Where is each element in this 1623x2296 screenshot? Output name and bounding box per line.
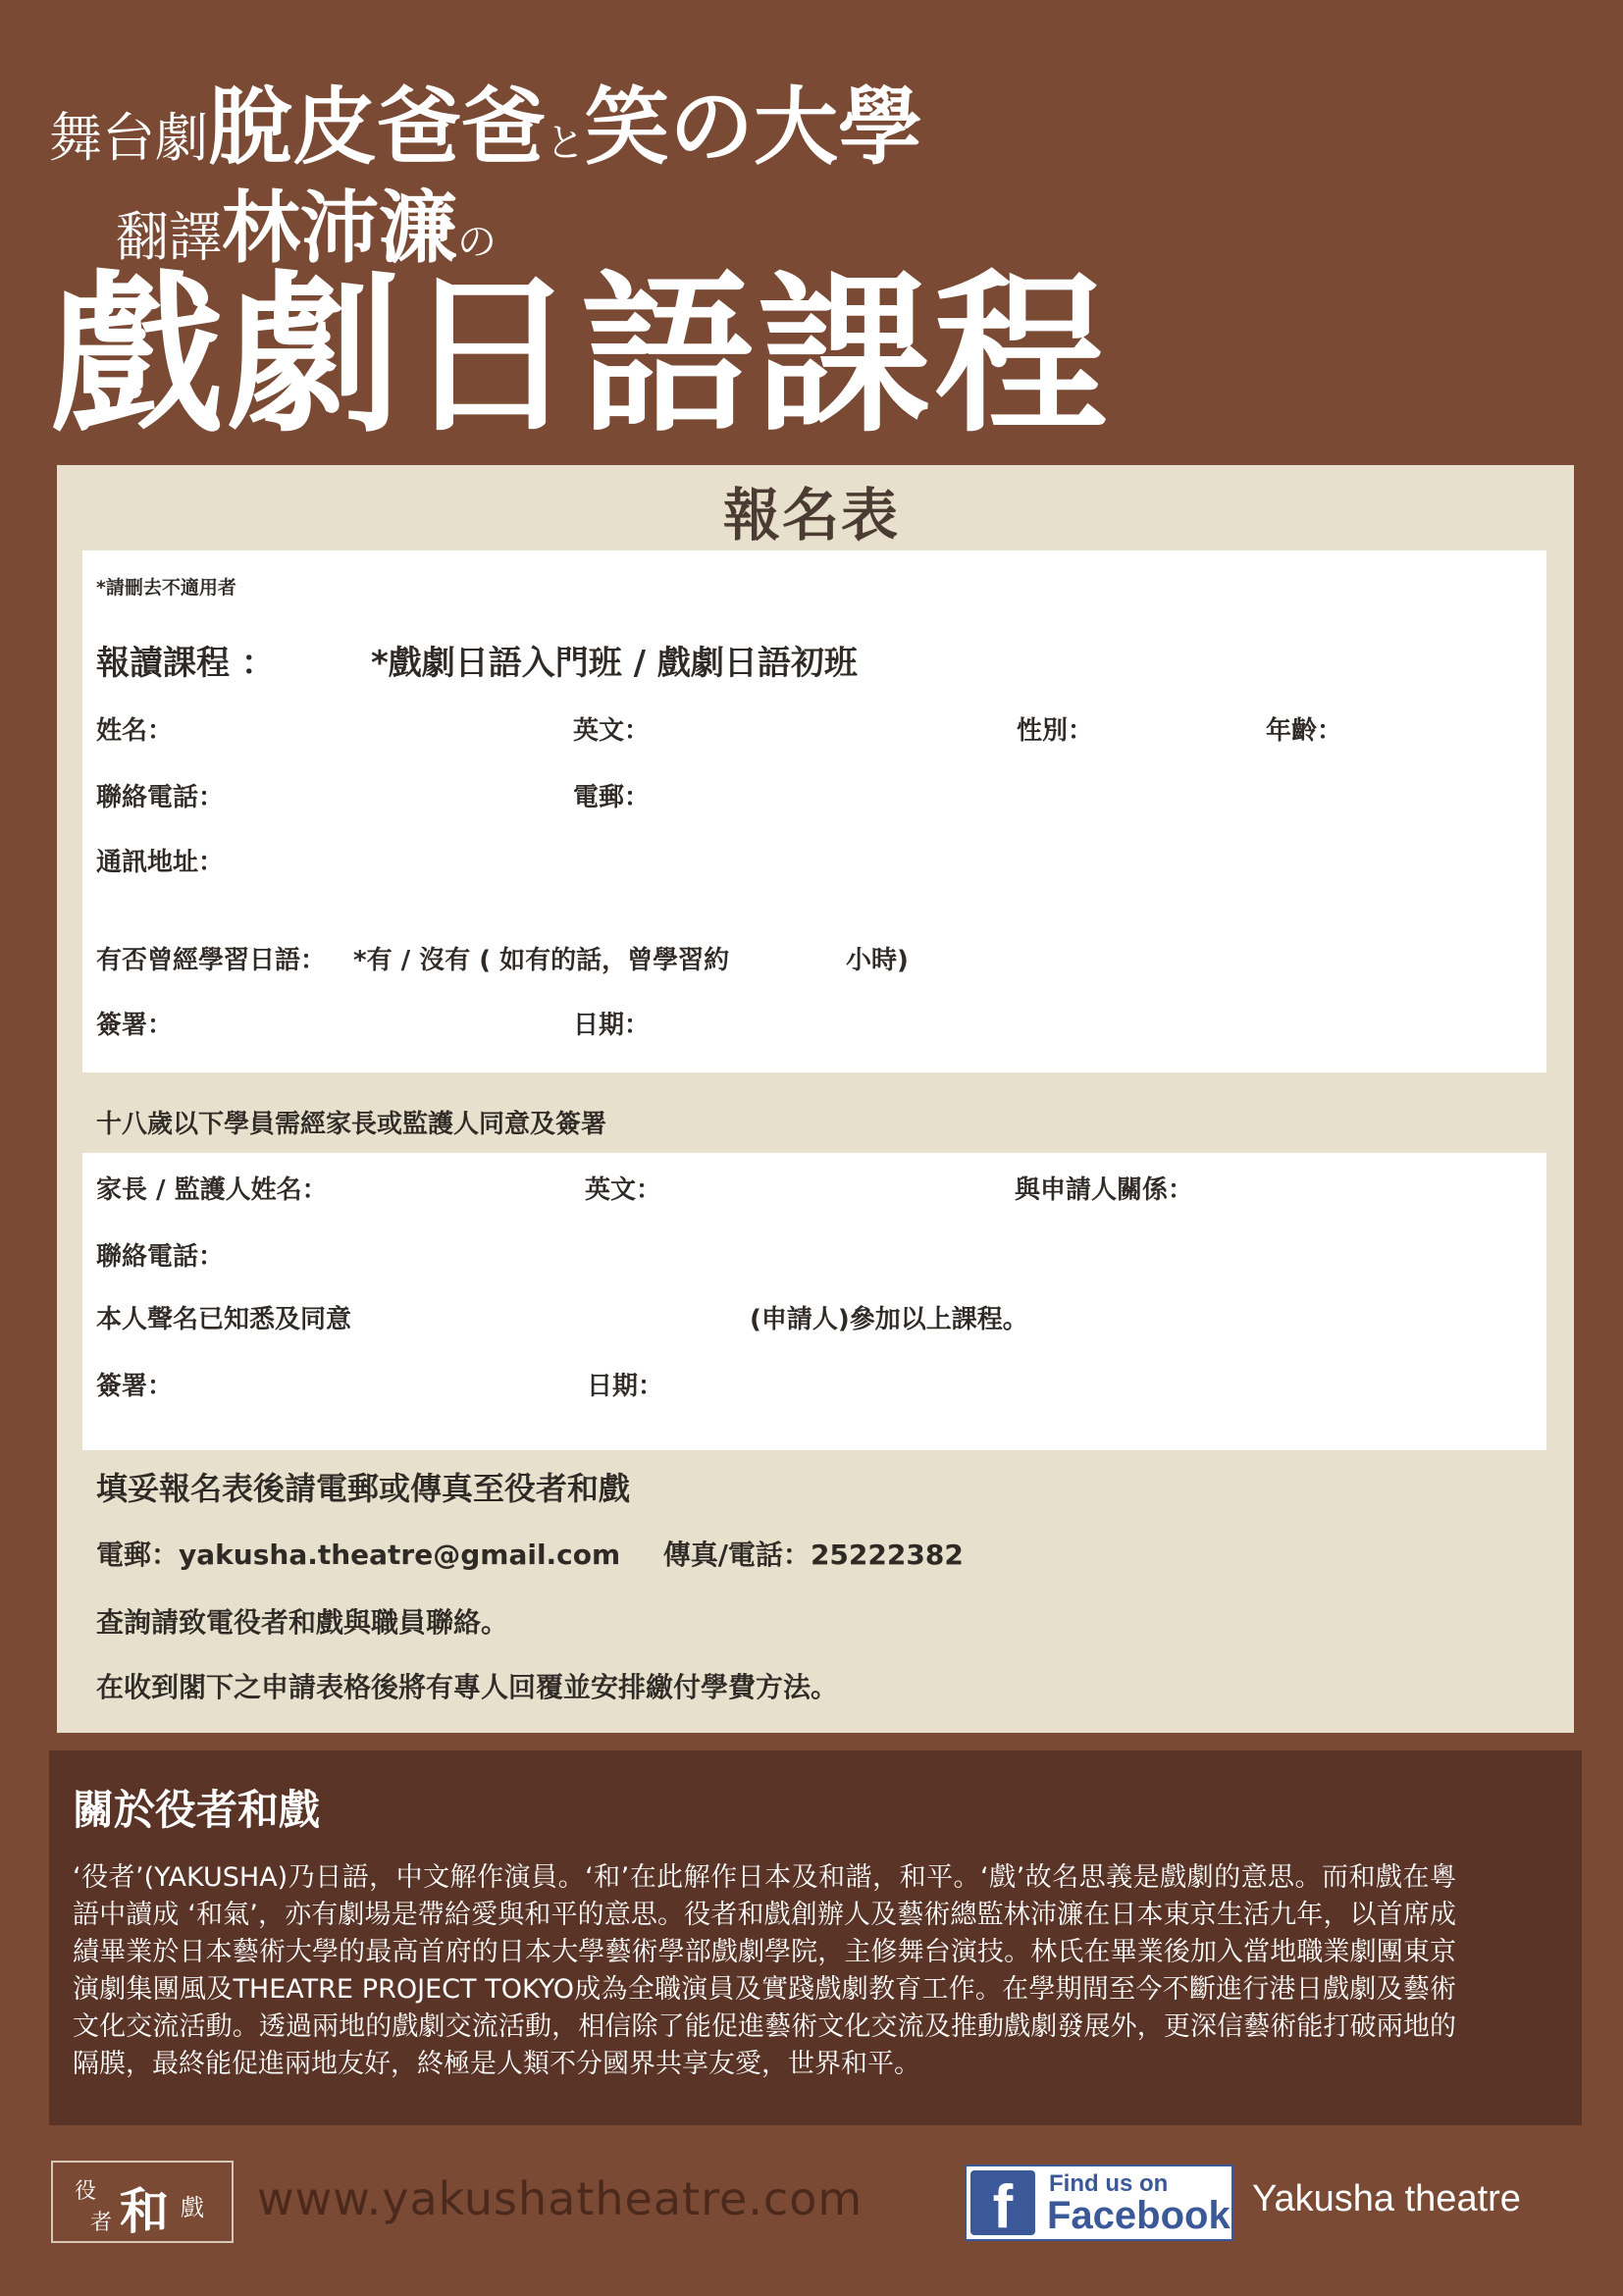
submit-heading: 填妥報名表後請電郵或傳真至役者和戲 <box>96 1470 631 1507</box>
header-translator-name: 林沛濂 <box>222 183 457 274</box>
page-title: 戲劇日語課程 <box>51 255 1112 456</box>
gender-field[interactable]: 性別： <box>1017 716 1094 746</box>
logo-char-1: 役 <box>75 2179 97 2204</box>
signature-field[interactable]: 簽署： <box>96 1011 174 1040</box>
date-field[interactable]: 日期： <box>573 1011 651 1040</box>
guardian-name-field[interactable]: 家長 / 監護人姓名： <box>96 1175 328 1205</box>
header-play-title-1: 脫皮爸爸 <box>208 78 546 177</box>
guardian-english-field[interactable]: 英文： <box>585 1175 662 1205</box>
yakusha-logo <box>51 2161 234 2243</box>
guardian-signature-field[interactable]: 簽署： <box>96 1372 174 1401</box>
consent-text-right: (申請人)參加以上課程。 <box>750 1305 1028 1334</box>
phone-field[interactable]: 聯絡電話： <box>96 783 225 812</box>
studied-japanese-label: 有否曾經學習日語： <box>96 946 327 975</box>
facebook-name: Facebook <box>1047 2194 1230 2237</box>
contact-email-label: 電郵： <box>96 1539 180 1571</box>
facebook-icon: f <box>970 2170 1035 2235</box>
contact-line <box>96 1534 964 1573</box>
address-field[interactable]: 通訊地址： <box>96 848 225 877</box>
about-title: 關於役者和戲 <box>73 1786 321 1834</box>
form-note: *請刪去不適用者 <box>96 577 236 599</box>
relationship-field[interactable]: 與申請人關係： <box>1015 1175 1194 1205</box>
contact-email[interactable]: yakusha.theatre@gmail.com <box>179 1539 621 1571</box>
applicant-section <box>82 550 1546 1072</box>
header-play-title-2: 笑の大學 <box>585 78 922 177</box>
course-label: 報讀課程 ： <box>96 644 275 683</box>
consent-text-left: 本人聲名已知悉及同意 <box>96 1305 352 1334</box>
hours-field[interactable]: 小時) <box>846 946 909 975</box>
facebook-page-name: Yakusha theatre <box>1252 2178 1521 2219</box>
logo-char-3: 和 <box>120 2182 169 2240</box>
guardian-date-field[interactable]: 日期： <box>587 1372 664 1401</box>
guardian-heading: 十八歲以下學員需經家長或監護人同意及簽署 <box>96 1110 607 1139</box>
form-title: 報名表 <box>722 482 900 548</box>
logo-char-4: 戲 <box>181 2194 204 2221</box>
website-link[interactable]: www.yakushatheatre.com <box>257 2172 864 2225</box>
about-body: ‘役者’(YAKUSHA)乃日語，中文解作演員。‘和’在此解作日本及和諧，和平。‘戲’故名思義是戲劇的意思。而和戲在粵語中讀成 ‘和氣’，亦有劇場是帶給愛與和平的意思。役者和戲創辦人及藝術總監林沛濂在日本東京生活九年，以首席成績畢業於日本藝術大學的最高首府的日本大學藝術學部戲劇學院，主修舞台演技。林氏在畢業後加入當地職業劇團東京演劇集團風及THEATRE PROJECT TOKYO成為全職演員及實踐戲劇教育工作。在學期間至今不斷進行港日戲劇及藝術文化交流活動。透過兩地的戲劇交流活動，相信除了能促進藝術文化交流及推動戲劇發展外，更深信藝術能打破兩地的隔膜，最終能促進兩地友好，終極是人類不分國界共享友愛，世界和平。 <box>73 1862 1456 2079</box>
email-field[interactable]: 電郵： <box>573 783 651 812</box>
contact-fax-label: 傳真/電話： <box>662 1539 811 1571</box>
header-particle: の <box>457 220 497 265</box>
course-options[interactable]: *戲劇日語入門班 / 戲劇日語初班 <box>371 644 858 683</box>
guardian-phone-field[interactable]: 聯絡電話： <box>96 1242 225 1272</box>
facebook-find-text: Find us on <box>1049 2170 1169 2197</box>
english-name-field[interactable]: 英文： <box>573 716 651 746</box>
enquiry-text: 查詢請致電役者和戲與職員聯絡。 <box>96 1606 509 1639</box>
facebook-badge[interactable] <box>965 2165 1233 2241</box>
header-translator-label: 翻譯 <box>116 206 222 268</box>
contact-fax[interactable]: 25222382 <box>810 1539 964 1571</box>
header-stage-play: 舞台劇 <box>49 107 208 169</box>
age-field[interactable]: 年齡： <box>1266 716 1343 746</box>
header-and: と <box>546 121 585 166</box>
logo-char-2: 者 <box>90 2211 113 2235</box>
reply-text: 在收到閣下之申請表格後將有專人回覆並安排繳付學費方法。 <box>96 1671 839 1703</box>
header-line1 <box>49 59 922 181</box>
studied-japanese-options[interactable]: *有 / 沒有 ( 如有的話，曾學習約 <box>353 946 730 975</box>
name-field[interactable]: 姓名： <box>96 716 174 746</box>
